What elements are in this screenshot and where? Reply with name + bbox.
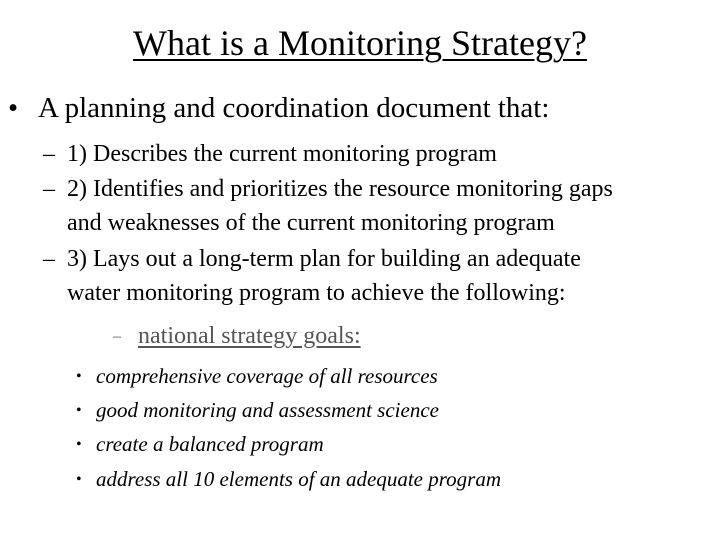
item-1-line-1: 1) Describes the current monitoring program [67, 141, 497, 167]
item-2 [43, 172, 613, 240]
dash-icon: – [113, 328, 121, 346]
item-3-line-1: 3) Lays out a long-term plan for building an adequate [67, 246, 581, 272]
goal-item [76, 398, 439, 423]
main-bullet-text: A planning and coordination document that: [38, 92, 550, 124]
subheading [113, 323, 361, 350]
item-3 [43, 242, 581, 310]
bullet-dot-icon: • [8, 92, 19, 124]
bullet-dot-icon: • [76, 402, 82, 419]
item-1 [43, 137, 497, 171]
goal-text: comprehensive coverage of all resources [96, 364, 438, 388]
bullet-dot-icon: • [76, 471, 82, 488]
dash-icon: – [43, 141, 55, 167]
subheading-text: national strategy goals: [138, 323, 361, 349]
item-2-line-1: 2) Identifies and prioritizes the resource monitoring gaps [67, 176, 613, 202]
main-bullet [8, 92, 549, 125]
bullet-dot-icon: • [76, 368, 82, 385]
slide-title: What is a Monitoring Strategy? [133, 23, 587, 63]
goal-text: create a balanced program [96, 432, 324, 456]
item-2-line-2: and weaknesses of the current monitoring program [67, 210, 555, 236]
goal-text: address all 10 elements of an adequate program [96, 467, 501, 491]
goal-item [76, 467, 501, 492]
bullet-dot-icon: • [76, 436, 82, 453]
dash-icon: – [43, 246, 55, 272]
goal-text: good monitoring and assessment science [96, 398, 439, 422]
dash-icon: – [43, 176, 55, 202]
goal-item [76, 364, 438, 389]
item-3-line-2: water monitoring program to achieve the following: [67, 280, 566, 306]
goal-item [76, 432, 324, 457]
